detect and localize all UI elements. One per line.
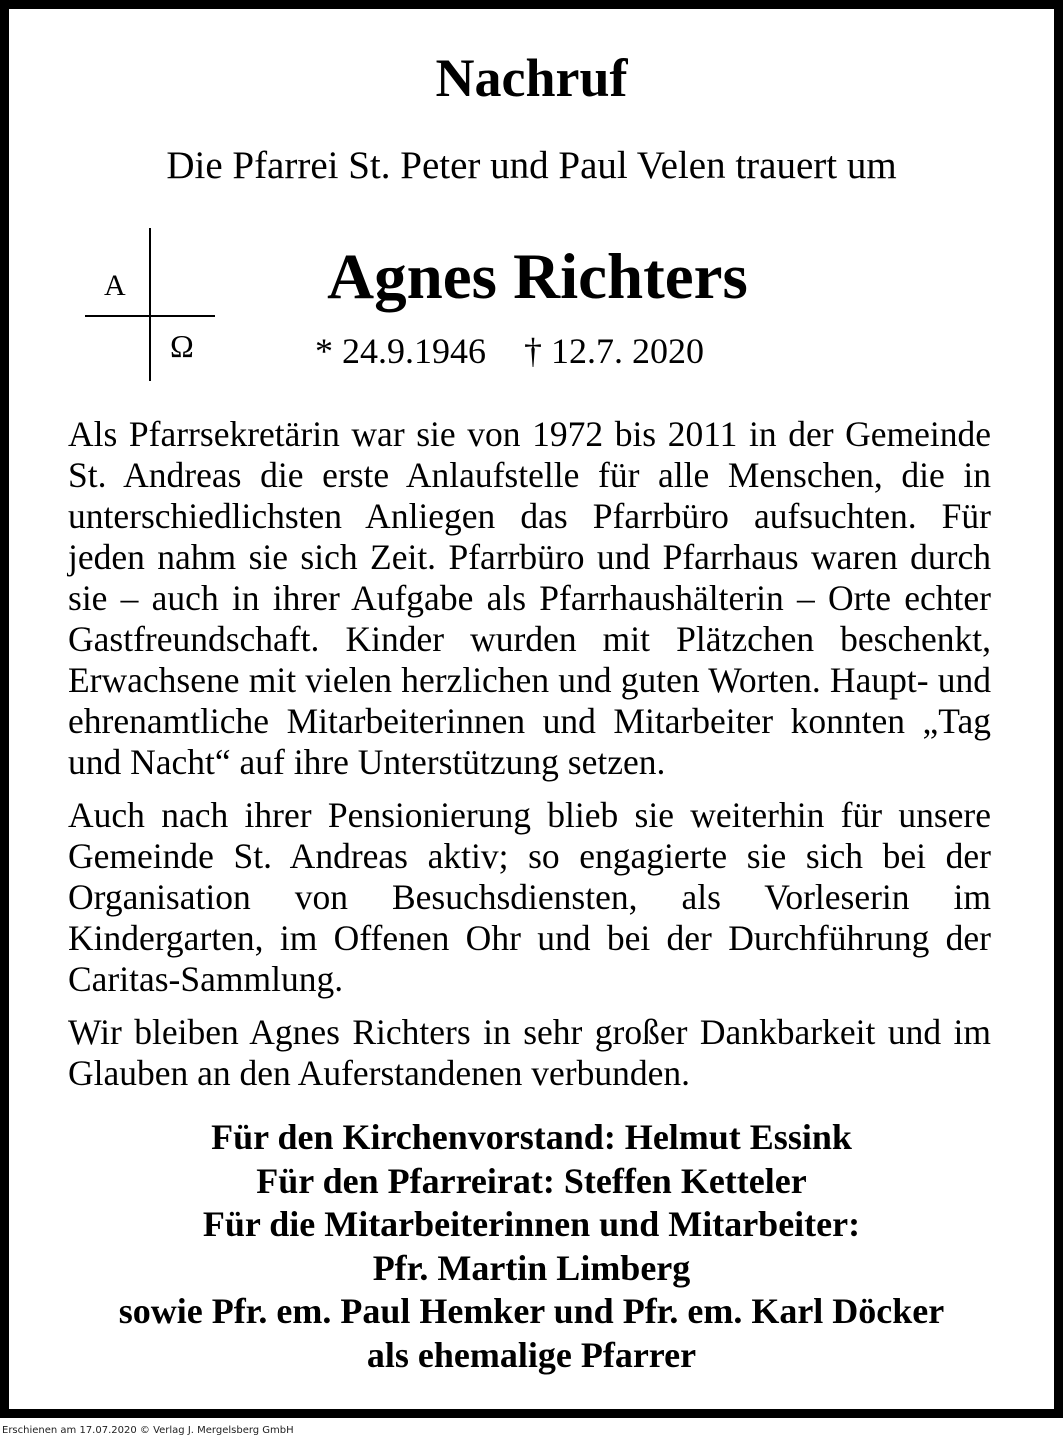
signature-line: Für den Kirchenvorstand: Helmut Essink [211,1117,852,1157]
omega-glyph: Ω [170,328,194,364]
death-date: † 12.7. 2020 [524,331,704,371]
obituary-paragraph: Als Pfarrsekretärin war sie von 1972 bis 2011 in der Gemeinde St. Andreas die erste Anlaufstelle für alle Menschen, die in unterschiedlichsten Anliegen das Pfarrbüro aufsuchten. Für jeden nahm sie sich Zeit. Pfarrbüro und Pfarrhaus waren durch sie – auch in ihrer Aufgabe als Pfarrhaushälterin – Orte echter Gastfreundschaft. Kinder wurden mit Plätzchen beschenkt, Erwachsene mit vielen herzlichen und guten Worten. Haupt- und ehrenamtliche Mitarbeiterinnen und Mitarbeiter konnten „Tag und Nacht“ auf ihre Unterstützung setzen. [68,414,991,782]
birth-date: * 24.9.1946 [315,331,486,371]
signature-line: Pfr. Martin Limberg [372,1247,691,1288]
signature-line: sowie Pfr. em. Paul Hemker und Pfr. em. Karl Döcker [118,1291,945,1331]
obituary-paragraph: Wir bleiben Agnes Richters in sehr großer Dankbarkeit und im Glauben an den Auferstandenen verbunden. [68,1012,991,1093]
deceased-name: Agnes Richters [327,241,748,313]
obituary-paragraph: Auch nach ihrer Pensionierung blieb sie weiterhin für unsere Gemeinde St. Andreas aktiv; so engagierte sie sich bei der Organisation von Besuchsdiensten, als Vorleserin im Kindergarten, im Offenen Ohr und bei der Durchführung der Caritas-Sammlung. [68,795,991,999]
notice-intro: Die Pfarrei St. Peter und Paul Velen trauert um [166,144,897,187]
signature-line: Für den Pfarreirat: Steffen Ketteler [256,1160,807,1201]
signature-line: als ehemalige Pfarrer [366,1334,697,1375]
cross-vertical-bar [149,228,151,381]
cross-horizontal-bar [85,315,215,317]
notice-heading: Nachruf [435,48,628,108]
alpha-glyph: A [104,269,126,302]
publication-footer: Erschienen am 17.07.2020 © Verlag J. Mergelsberg GmbH [2,1425,294,1436]
obituary-text [68,414,991,1106]
signature-line: Für die Mitarbeiterinnen und Mitarbeiter: [202,1204,861,1244]
life-dates [315,327,704,375]
signature-block [0,1116,1063,1377]
